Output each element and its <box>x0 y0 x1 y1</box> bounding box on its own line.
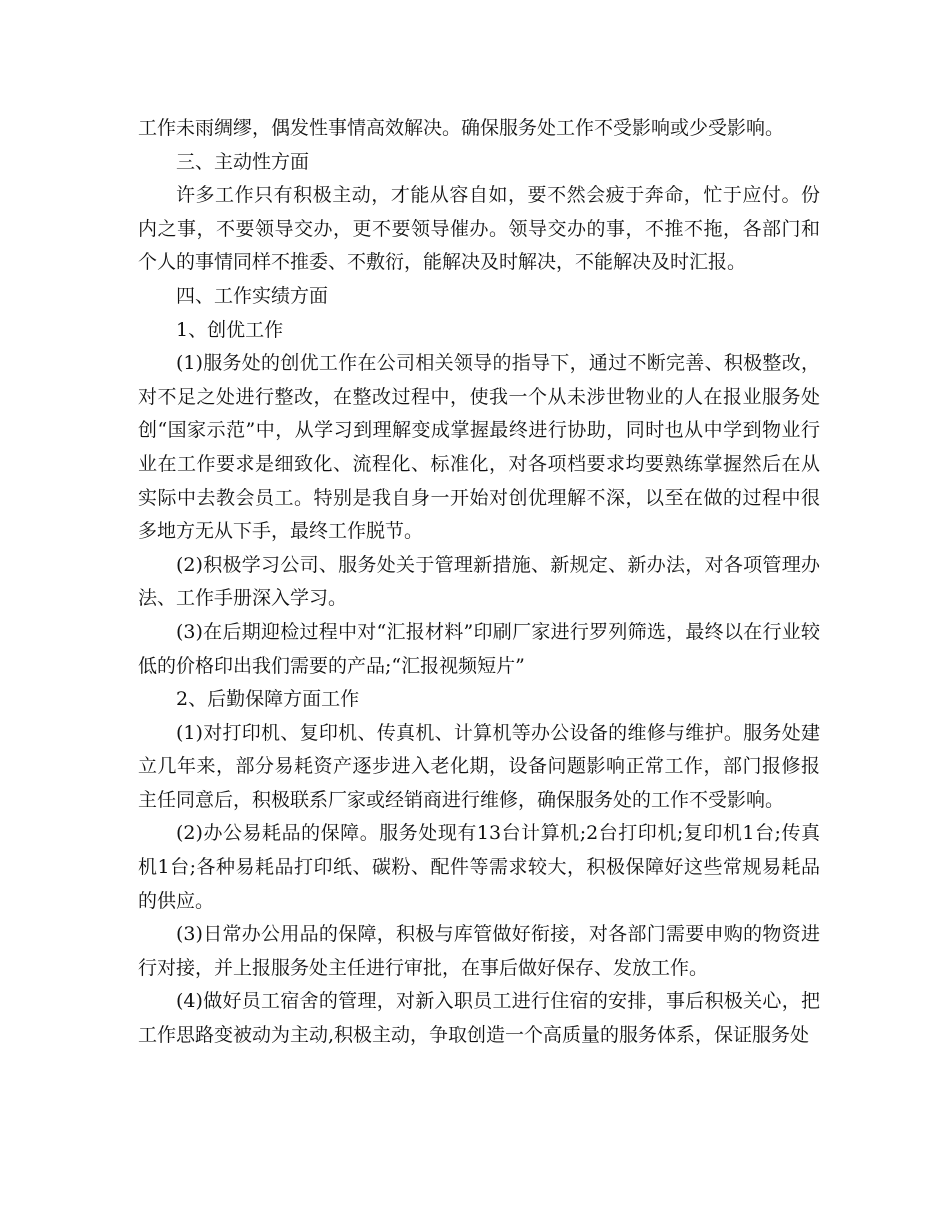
paragraph-logistics-1: (1)对打印机、复印机、传真机、计算机等办公设备的维修与维护。服务处建立几年来，部分易耗资产逐步进入老化期，设备问题影响正常工作，部门报修报主任同意后，积极联系厂家或经销商进行维修，确保服务处的工作不受影响。 <box>138 721 820 811</box>
paragraph-excellence-2: (2)积极学习公司、服务处关于管理新措施、新规定、新办法，对各项管理办法、工作手册深入学习。 <box>138 553 820 610</box>
document-page <box>138 112 820 1053</box>
subheading-excellence: 1、创优工作 <box>176 318 284 341</box>
paragraph-logistics-2: (2)办公易耗品的保障。服务处现有13台计算机;2台打印机;复印机1台;传真机1台;各种易耗品打印纸、碳粉、配件等需求较大，积极保障好这些常规易耗品的供应。 <box>138 822 820 912</box>
paragraph-continuation: 工作未雨绸缪，偶发性事情高效解决。确保服务处工作不受影响或少受影响。 <box>138 117 785 139</box>
section-heading-initiative: 三、主动性方面 <box>176 150 310 173</box>
paragraph-initiative: 许多工作只有积极主动，才能从容自如，要不然会疲于奔命，忙于应付。份内之事，不要领导交办，更不要领导催办。领导交办的事，不推不拖，各部门和个人的事情同样不推委、不敷衍，能解决及时解决，不能解决及时汇报。 <box>138 184 820 274</box>
paragraph-excellence-1: (1)服务处的创优工作在公司相关领导的指导下，通过不断完善、积极整改，对不足之处进行整改，在整改过程中，使我一个从未涉世物业的人在报业服务处创“国家示范”中，从学习到理解变成掌握最终进行协助，同时也从中学到物业行业在工作要求是细致化、流程化、标准化，对各项档要求均要熟练掌握然后在从实际中去教会员工。特别是我自身一开始对创优理解不深，以至在做的过程中很多地方无从下手，最终工作脱节。 <box>138 352 820 543</box>
paragraph-excellence-3: (3)在后期迎检过程中对“汇报材料”印刷厂家进行罗列筛选，最终以在行业较低的价格印出我们需要的产品;“汇报视频短片” <box>138 620 820 677</box>
section-heading-achievements: 四、工作实绩方面 <box>176 284 329 307</box>
paragraph-logistics-3: (3)日常办公用品的保障，积极与库管做好衔接，对各部门需要申购的物资进行对接，并上报服务处主任进行审批，在事后做好保存、发放工作。 <box>138 923 820 979</box>
subheading-logistics: 2、后勤保障方面工作 <box>176 688 360 711</box>
paragraph-logistics-4: (4)做好员工宿舍的管理，对新入职员工进行住宿的安排，事后积极关心，把工作思路变被动为主动,积极主动，争取创造一个高质量的服务体系，保证服务处 <box>138 990 820 1047</box>
